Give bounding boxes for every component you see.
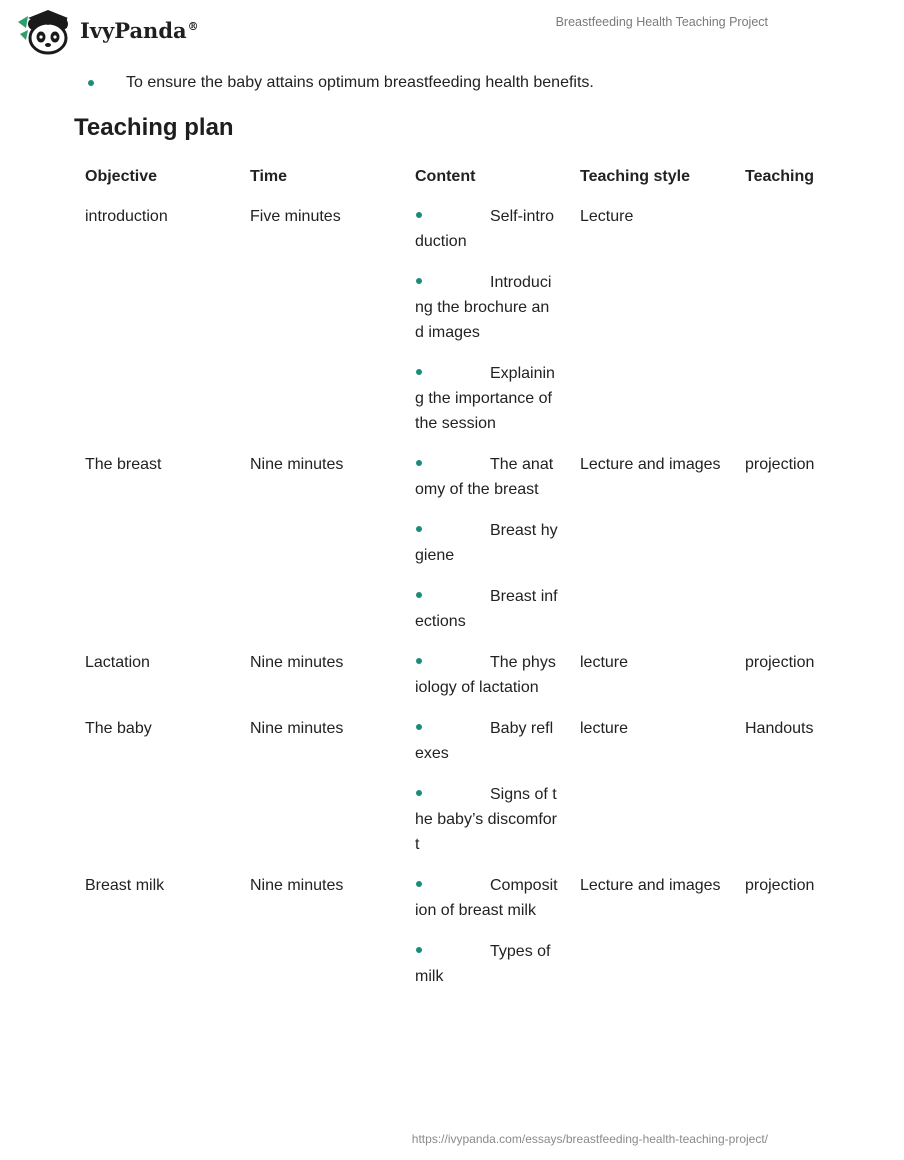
bullet-icon — [88, 80, 94, 86]
cell-teaching-aids: projection — [745, 456, 815, 473]
header-time: Time — [250, 168, 288, 185]
content-item-text: Types of milk — [415, 943, 551, 985]
content-item-text: Baby reflexes — [415, 720, 554, 762]
bullet-icon — [416, 212, 422, 218]
bullet-icon — [416, 592, 422, 598]
bullet-icon — [416, 790, 422, 796]
cell-content — [404, 710, 569, 867]
document-title: Breastfeeding Health Teaching Project — [555, 15, 768, 29]
cell-content — [404, 644, 569, 710]
cell-objective: The breast — [85, 456, 162, 473]
content-list — [415, 452, 558, 634]
table-row — [74, 710, 904, 867]
cell-teaching-aids: Handouts — [745, 720, 814, 737]
content-item — [415, 782, 558, 857]
bullet-icon — [416, 947, 422, 953]
intro-bullet-text: To ensure the baby attains optimum breastfeeding health benefits. — [126, 74, 594, 91]
cell-teaching-style: Lecture and images — [580, 456, 721, 473]
content-item — [415, 650, 558, 700]
cell-teaching-aids — [734, 198, 904, 446]
teaching-plan-table — [74, 158, 904, 999]
intro-bullet-item — [86, 72, 594, 94]
cell-teaching-aids: projection — [745, 654, 815, 671]
brand-text: IvyPanda — [80, 18, 187, 43]
content-item — [415, 361, 558, 436]
header-content: Content — [415, 168, 476, 185]
header-objective: Objective — [85, 168, 158, 185]
content-item — [415, 270, 558, 345]
content-item-text: Signs of the baby’s discomfort — [415, 786, 557, 853]
cell-content — [404, 198, 569, 446]
cell-teaching-style: lecture — [580, 654, 629, 671]
content-item — [415, 452, 558, 502]
cell-teaching-style: Lecture and images — [580, 877, 721, 894]
table-row — [74, 644, 904, 710]
bullet-icon — [416, 526, 422, 532]
table-row — [74, 446, 904, 644]
table-header-row — [74, 158, 904, 198]
cell-time: Five minutes — [250, 208, 341, 225]
cell-time: Nine minutes — [250, 720, 344, 737]
content-item — [415, 873, 558, 923]
content-item — [415, 716, 558, 766]
content-list — [415, 873, 558, 989]
cell-teaching-aids: projection — [745, 877, 815, 894]
cell-time: Nine minutes — [250, 877, 344, 894]
content-item-text: Self-introduction — [415, 208, 555, 250]
content-list — [415, 204, 558, 436]
cell-teaching-style: Lecture — [580, 208, 634, 225]
cell-time: Nine minutes — [250, 456, 344, 473]
content-item — [415, 518, 558, 568]
cell-objective: Lactation — [85, 654, 150, 671]
intro-bullet-list — [86, 72, 594, 94]
bullet-icon — [416, 278, 422, 284]
content-item — [415, 939, 558, 989]
cell-objective: introduction — [85, 208, 168, 225]
content-list — [415, 650, 558, 700]
cell-objective: The baby — [85, 720, 152, 737]
bullet-icon — [416, 724, 422, 730]
cell-objective: Breast milk — [85, 877, 165, 894]
content-item-text: Introducing the brochure and images — [415, 274, 552, 341]
table-row — [74, 198, 904, 446]
panda-graduate-icon — [14, 8, 78, 56]
content-item — [415, 584, 558, 634]
bullet-icon — [416, 881, 422, 887]
content-item-text: Breast hygiene — [415, 522, 558, 564]
cell-time: Nine minutes — [250, 654, 344, 671]
header-teaching-style: Teaching style — [580, 168, 690, 185]
cell-content — [404, 446, 569, 644]
content-item-text: The physiology of lactation — [415, 654, 556, 696]
section-title: Teaching plan — [74, 114, 234, 141]
registered-mark: ® — [187, 20, 199, 33]
table-row — [74, 867, 904, 999]
content-list — [415, 716, 558, 857]
content-item-text: The anatomy of the breast — [415, 456, 554, 498]
footer-source-link[interactable]: https://ivypanda.com/essays/breastfeeding-health-teaching-project/ — [411, 1132, 768, 1146]
bullet-icon — [416, 460, 422, 466]
cell-teaching-style: lecture — [580, 720, 629, 737]
page-header — [0, 0, 800, 62]
content-item-text: Explaining the importance of the session — [415, 365, 555, 432]
content-item-text: Breast infections — [415, 588, 558, 630]
bullet-icon — [416, 369, 422, 375]
content-item-text: Composition of breast milk — [415, 877, 558, 919]
cell-content — [404, 867, 569, 999]
header-teaching-aids: Teaching — [745, 168, 815, 185]
brand-name[interactable] — [80, 18, 199, 43]
content-item — [415, 204, 558, 254]
bullet-icon — [416, 658, 422, 664]
